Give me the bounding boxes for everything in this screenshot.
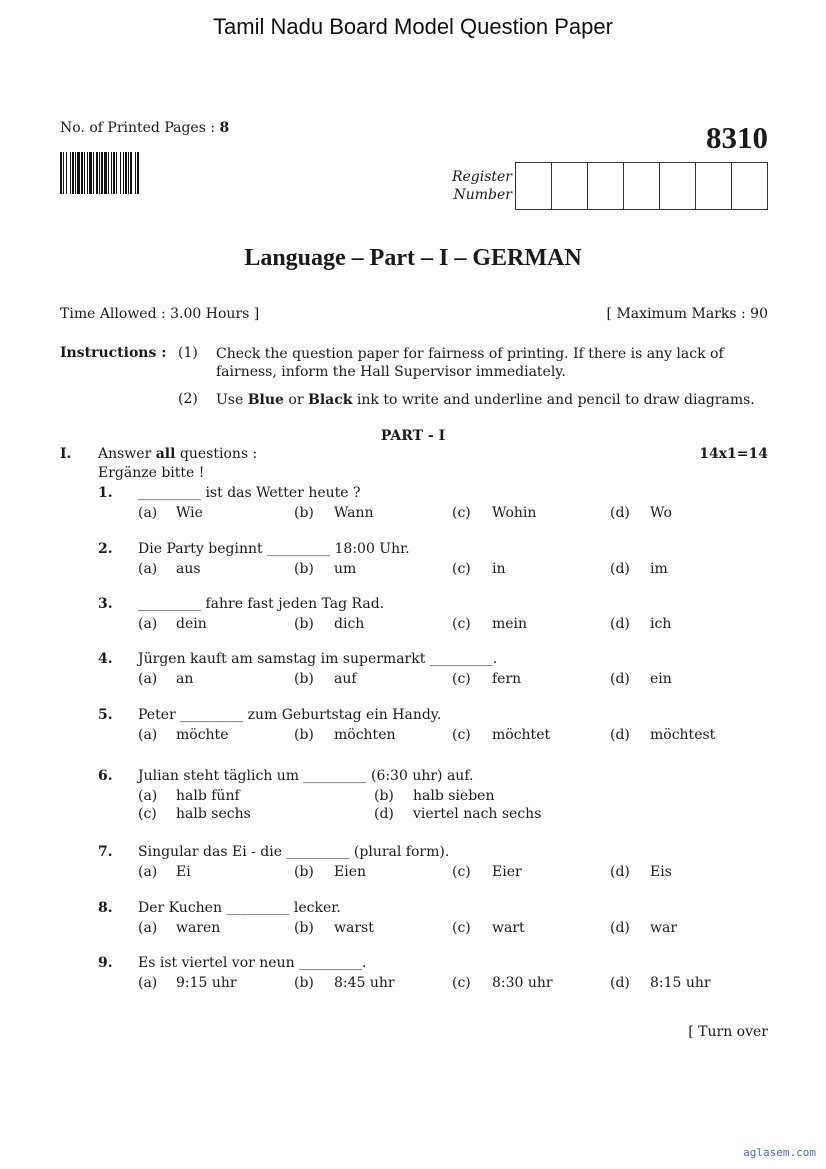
- option-letter: (d): [610, 561, 630, 577]
- question-text: Julian steht täglich um _________ (6:30 uhr) auf.: [138, 768, 474, 784]
- option-letter: (b): [294, 920, 314, 936]
- printed-pages: [60, 120, 229, 136]
- printed-pages-label: No. of Printed Pages :: [60, 120, 220, 136]
- barcode-bar: [60, 152, 62, 194]
- register-label-line1: Register: [451, 169, 512, 185]
- instructions-label: Instructions :: [60, 345, 167, 361]
- instruction-text-mid: or: [283, 392, 308, 408]
- option-letter: (d): [610, 671, 630, 687]
- option-text: Eis: [650, 864, 672, 880]
- barcode-bar: [87, 152, 88, 194]
- option-text: an: [176, 671, 194, 687]
- option-letter: (a): [138, 788, 158, 804]
- option-letter: (a): [138, 505, 158, 521]
- option-text: dein: [176, 616, 207, 632]
- option-text: Eien: [334, 864, 366, 880]
- option-text: ich: [650, 616, 672, 632]
- option-letter: (c): [452, 727, 471, 743]
- option-text: 8:45 uhr: [334, 975, 395, 991]
- barcode-bar: [104, 152, 107, 194]
- option-letter: (c): [452, 561, 471, 577]
- register-digit-box[interactable]: [660, 163, 696, 209]
- barcode-bar: [113, 152, 115, 194]
- question-number: 8.: [98, 900, 113, 916]
- option-text: warst: [334, 920, 374, 936]
- option-text: war: [650, 920, 678, 936]
- option-text: Wann: [334, 505, 374, 521]
- option-text: halb sechs: [176, 806, 251, 822]
- question-text: Die Party beginnt _________ 18:00 Uhr.: [138, 541, 410, 557]
- option-text: Eier: [492, 864, 522, 880]
- option-text: 8:30 uhr: [492, 975, 553, 991]
- question-text: Jürgen kauft am samstag im supermarkt _________.: [138, 651, 498, 667]
- option-letter: (c): [452, 864, 471, 880]
- barcode-bar: [84, 152, 85, 194]
- page-title: Language – Part – I – GERMAN: [244, 245, 582, 271]
- barcode-bar: [128, 152, 129, 194]
- paper-code: 8310: [706, 120, 768, 155]
- option-letter: (a): [138, 616, 158, 632]
- option-text: auf: [334, 671, 357, 687]
- page-banner: Tamil Nadu Board Model Question Paper: [213, 14, 613, 39]
- option-letter: (b): [294, 864, 314, 880]
- section-instruction: [98, 446, 257, 462]
- barcode-bar: [125, 152, 127, 194]
- register-number-label: [436, 168, 512, 204]
- option-letter: (b): [294, 561, 314, 577]
- register-digit-box[interactable]: [624, 163, 660, 209]
- option-letter: (b): [294, 616, 314, 632]
- option-letter: (b): [294, 727, 314, 743]
- question-number: 3.: [98, 596, 113, 612]
- instruction-text-pre: Use: [216, 392, 248, 408]
- option-letter: (d): [610, 975, 630, 991]
- section-subtitle: Ergänze bitte !: [98, 465, 205, 481]
- question-number: 6.: [98, 768, 113, 784]
- question-number: 5.: [98, 707, 113, 723]
- barcode-bar: [72, 152, 74, 194]
- option-letter: (b): [294, 505, 314, 521]
- barcode-bar: [99, 152, 100, 194]
- barcode-bar: [70, 152, 71, 194]
- option-text: in: [492, 561, 506, 577]
- register-digit-box[interactable]: [552, 163, 588, 209]
- option-text: möchtet: [492, 727, 551, 743]
- barcode-bar: [123, 152, 124, 194]
- instruction-text: Check the question paper for fairness of printing. If there is any lack of fairness, inform the Hall Supervisor immediately.: [216, 346, 724, 380]
- barcode-bar: [120, 152, 121, 194]
- barcode-bar: [81, 152, 83, 194]
- option-letter: (d): [610, 864, 630, 880]
- question-text: Singular das Ei - die _________ (plural form).: [138, 844, 450, 860]
- barcode-bar: [77, 152, 80, 194]
- barcode-bar: [66, 152, 67, 194]
- option-letter: (c): [452, 505, 471, 521]
- part-heading: PART - I: [380, 428, 446, 444]
- option-text: dich: [334, 616, 365, 632]
- option-text: ein: [650, 671, 672, 687]
- option-text: viertel nach sechs: [413, 806, 542, 822]
- register-digit-box[interactable]: [732, 163, 767, 209]
- option-letter: (a): [138, 561, 158, 577]
- instruction-text-post: ink to write and underline and pencil to draw diagrams.: [352, 392, 755, 408]
- option-text: Wohin: [492, 505, 537, 521]
- option-text: Ei: [176, 864, 191, 880]
- register-label-line2: Number: [453, 187, 512, 203]
- maximum-marks: [ Maximum Marks : 90: [606, 306, 768, 322]
- barcode-bar: [116, 152, 117, 194]
- option-letter: (c): [138, 806, 157, 822]
- option-text: im: [650, 561, 668, 577]
- instruction-text-black: Black: [308, 392, 353, 408]
- question-text: Der Kuchen _________ lecker.: [138, 900, 341, 916]
- barcode-bar: [96, 152, 98, 194]
- option-text: möchtest: [650, 727, 716, 743]
- barcode-bar: [137, 152, 139, 194]
- turn-over: [ Turn over: [688, 1024, 768, 1040]
- barcode-bar: [89, 152, 92, 194]
- option-letter: (d): [374, 806, 394, 822]
- instruction-number: (1): [178, 345, 198, 361]
- option-letter: (d): [610, 505, 630, 521]
- footer-watermark: aglasem.com: [743, 1146, 816, 1159]
- option-text: möchten: [334, 727, 396, 743]
- option-text: halb sieben: [413, 788, 495, 804]
- section-number: I.: [60, 446, 72, 462]
- option-letter: (d): [610, 616, 630, 632]
- option-text: Wie: [176, 505, 203, 521]
- register-digit-box[interactable]: [696, 163, 732, 209]
- option-text: Wo: [650, 505, 672, 521]
- option-letter: (a): [138, 920, 158, 936]
- option-text: mein: [492, 616, 528, 632]
- option-letter: (a): [138, 864, 158, 880]
- option-text: 8:15 uhr: [650, 975, 711, 991]
- question-number: 1.: [98, 485, 113, 501]
- instruction-text: [216, 391, 768, 409]
- option-text: waren: [176, 920, 221, 936]
- option-letter: (a): [138, 671, 158, 687]
- instruction-text-blue: Blue: [247, 392, 284, 408]
- question-number: 7.: [98, 844, 113, 860]
- section-instruction-pre: Answer: [98, 446, 156, 462]
- barcode-bar: [63, 152, 64, 194]
- question-text: _________ fahre fast jeden Tag Rad.: [138, 596, 385, 612]
- option-letter: (d): [610, 727, 630, 743]
- time-allowed: Time Allowed : 3.00 Hours ]: [60, 306, 260, 322]
- section-score: 14x1=14: [699, 446, 768, 462]
- option-letter: (c): [452, 975, 471, 991]
- option-letter: (c): [452, 616, 471, 632]
- register-digit-box[interactable]: [588, 163, 624, 209]
- barcode-bar: [101, 152, 103, 194]
- option-text: aus: [176, 561, 201, 577]
- option-letter: (c): [452, 671, 471, 687]
- barcode-bar: [135, 152, 136, 194]
- barcode-bar: [111, 152, 112, 194]
- option-text: wart: [492, 920, 525, 936]
- barcode-bar: [75, 152, 76, 194]
- barcode-bar: [108, 152, 109, 194]
- option-letter: (a): [138, 727, 158, 743]
- option-text: um: [334, 561, 357, 577]
- question-text: _________ ist das Wetter heute ?: [138, 485, 361, 501]
- option-letter: (b): [294, 975, 314, 991]
- register-number-boxes[interactable]: [515, 162, 768, 210]
- question-number: 2.: [98, 541, 113, 557]
- barcode-bar: [130, 152, 132, 194]
- option-letter: (d): [610, 920, 630, 936]
- option-text: 9:15 uhr: [176, 975, 237, 991]
- question-text: Es ist viertel vor neun _________.: [138, 955, 367, 971]
- register-digit-box[interactable]: [516, 163, 552, 209]
- instruction-number: (2): [178, 391, 198, 407]
- section-instruction-bold: all: [155, 446, 176, 462]
- option-letter: (b): [374, 788, 394, 804]
- question-number: 4.: [98, 651, 113, 667]
- option-text: möchte: [176, 727, 229, 743]
- section-instruction-post: questions :: [175, 446, 258, 462]
- question-text: Peter _________ zum Geburtstag ein Handy.: [138, 707, 442, 723]
- option-text: halb fünf: [176, 788, 240, 804]
- option-letter: (a): [138, 975, 158, 991]
- option-letter: (b): [294, 671, 314, 687]
- barcode-image: [60, 152, 184, 194]
- question-number: 9.: [98, 955, 113, 971]
- option-text: fern: [492, 671, 522, 687]
- printed-pages-value: 8: [219, 120, 230, 136]
- barcode-bar: [93, 152, 94, 194]
- option-letter: (c): [452, 920, 471, 936]
